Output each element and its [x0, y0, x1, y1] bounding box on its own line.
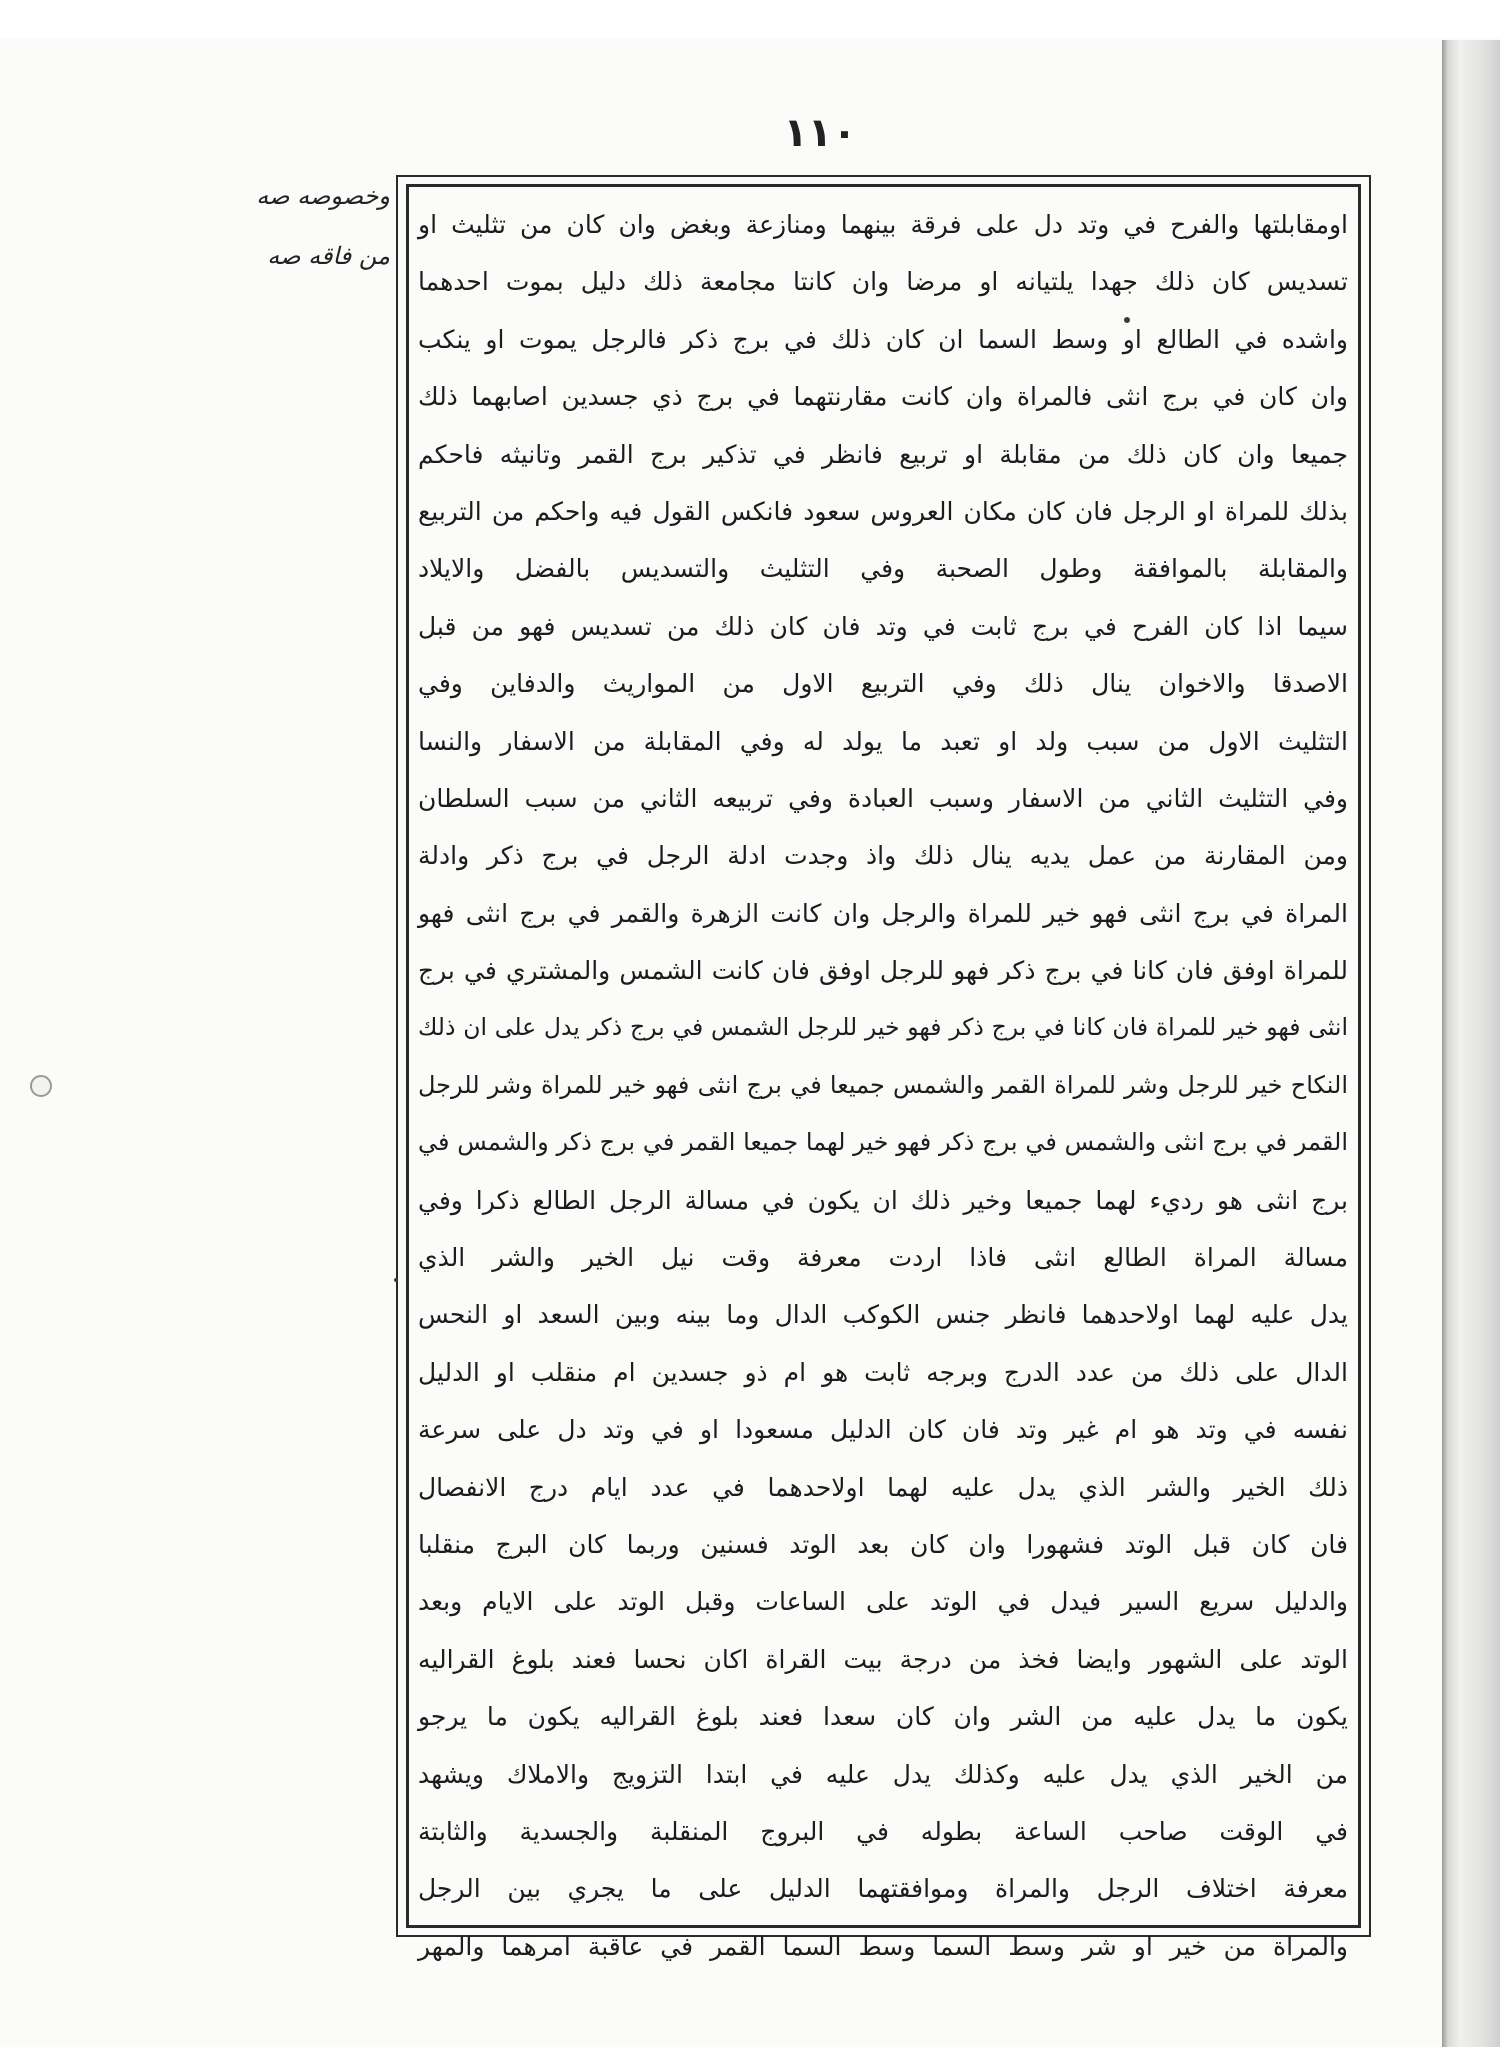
text-line: نفسه في وتد هو ام غير وتد فان كان الدليل مسعودا او في وتد دل على سرعة [418, 1415, 1348, 1445]
text-line: في الوقت صاحب الساعة بطوله في البروج المنقلبة والجسدية والثابتة [418, 1816, 1348, 1846]
text-line: وان كان في برج انثى فالمراة وان كانت مقارنتهما في برج ذي جسدين اصابهما ذلك [418, 382, 1348, 412]
page-edge-shadow [1442, 40, 1500, 2047]
text-line: سيما اذا كان الفرح في برج ثابت في وتد فان كان ذلك من تسديس فهو من قبل [418, 611, 1348, 641]
scan-speck [394, 1278, 398, 1282]
text-line: برج انثى هو رديء لهما جميعا وخير ذلك ان يكون في مسالة الرجل الطالع ذكرا وفي [418, 1185, 1348, 1215]
text-line: جميعا وان كان ذلك من مقابلة او تربيع فانظر في تذكير برج القمر وتانيثه فاحكم [418, 439, 1348, 469]
text-line: بذلك للمراة او الرجل فان كان مكان العروس سعود فانكس القول فيه واحكم من التربيع [418, 496, 1348, 526]
text-line: والدليل سريع السير فيدل في الوتد على الساعات وقبل الوتد على الايام وبعد [418, 1587, 1348, 1617]
text-line: انثى فهو خير للمراة فان كانا في برج ذكر فهو خير للرجل الشمس في برج ذكر يدل على ان ذلك [418, 1013, 1348, 1042]
text-line: وفي التثليث الثاني من الاسفار وسبب العبادة وفي تربيعه الثاني من سبب السلطان [418, 783, 1348, 813]
manuscript-text-block [418, 196, 1348, 1961]
page-number: ١١٠ [783, 110, 857, 156]
scan-speck [1124, 317, 1130, 323]
text-line: مسالة المراة الطالع انثى فاذا اردت معرفة وقت نيل الخير والشر الذي [418, 1243, 1348, 1273]
text-line: القمر في برج انثى والشمس في برج ذكر فهو خير لهما جميعا القمر في برج ذكر والشمس في [418, 1128, 1348, 1157]
scan-top-margin [0, 0, 1500, 38]
text-line: التثليث الاول من سبب ولد او تعبد ما يولد له وفي المقابلة من الاسفار والنسا [418, 726, 1348, 756]
text-line: تسديس كان ذلك جهدا يلتيانه او مرضا وان كانتا مجامعة ذلك دليل بموت احدهما [418, 267, 1348, 297]
text-line: للمراة اوفق فان كانا في برج ذكر فهو للرجل اوفق فان كانت الشمس والمشتري في برج [418, 956, 1348, 986]
text-line: ذلك الخير والشر الذي يدل عليه لهما اولاحدهما في عدد ايام درج الانفصال [418, 1472, 1348, 1502]
text-line: المراة في برج انثى فهو خير للمراة والرجل وان كانت الزهرة والقمر في برج انثى فهو [418, 898, 1348, 928]
text-line: اومقابلتها والفرح في وتد دل على فرقة بينهما ومنازعة وبغض وان كان من تثليث او [418, 210, 1348, 239]
margin-note: من فاقه صه [267, 242, 390, 270]
text-line: ومن المقارنة من عمل يديه ينال ذلك واذ وجدت ادلة الرجل في برج ذكر وادلة [418, 841, 1348, 871]
text-line: الوتد على الشهور وايضا فخذ من درجة بيت القراة اكان نحسا فعند بلوغ القراليه [418, 1644, 1348, 1674]
text-line: يكون ما يدل عليه من الشر وان كان سعدا فعند بلوغ القراليه يكون ما يرجو [418, 1702, 1348, 1732]
text-line: الاصدقا والاخوان ينال ذلك وفي التربيع الاول من المواريث والدفاين وفي [418, 669, 1348, 699]
punch-hole-mark [30, 1075, 52, 1097]
text-line: معرفة اختلاف الرجل والمراة وموافقتهما الدليل على ما يجري بين الرجل [418, 1874, 1348, 1904]
text-line: من الخير الذي يدل عليه وكذلك يدل عليه في ابتدا التزويج والاملاك ويشهد [418, 1759, 1348, 1789]
text-line: واشده في الطالع او وسط السما ان كان ذلك في برج ذكر فالرجل يموت او ينكب [418, 324, 1348, 354]
text-line: الدال على ذلك من عدد الدرج وبرجه ثابت هو ام ذو جسدين ام منقلب او الدليل [418, 1357, 1348, 1387]
text-line: النكاح خير للرجل وشر للمراة القمر والشمس جميعا في برج انثى فهو خير للمراة وشر للرجل [418, 1070, 1348, 1099]
margin-note: وخصوصه صه [256, 182, 390, 210]
text-line: يدل عليه لهما اولاحدهما فانظر جنس الكوكب الدال وما بينه وبين السعد او النحس [418, 1300, 1348, 1330]
text-line: فان كان قبل الوتد فشهورا وان كان بعد الوتد فسنين وربما كان البرج منقلبا [418, 1529, 1348, 1559]
text-line: والمقابلة بالموافقة وطول الصحبة وفي التثليث والتسديس بالفضل والايلاد [418, 554, 1348, 584]
text-line: والمراة من خير او شر وسط السما وسط السما القمر في عاقبة امرهما والمهر [418, 1931, 1348, 1961]
